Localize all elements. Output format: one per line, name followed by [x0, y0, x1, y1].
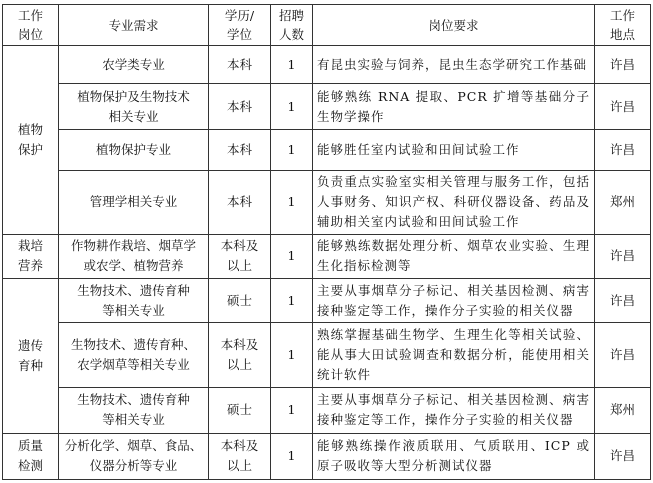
count-cell: 1	[271, 387, 313, 433]
group-plant-protection: 植物 保护	[3, 46, 59, 235]
location-cell: 许昌	[595, 279, 651, 323]
count-cell: 1	[271, 46, 313, 84]
table-row	[3, 84, 651, 130]
header-count: 招聘 人数	[271, 5, 313, 46]
table-row	[3, 130, 651, 170]
table-row	[3, 433, 651, 479]
group-quality-testing: 质量 检测	[3, 433, 59, 479]
table-row	[3, 234, 651, 278]
major-cell: 分析化学、烟草、食品、 仪器分析等专业	[59, 433, 209, 479]
header-requirements: 岗位要求	[313, 5, 595, 46]
education-cell: 本科及 以上	[209, 433, 271, 479]
count-cell: 1	[271, 323, 313, 387]
major-cell: 生物技术、遗传育种、 农学烟草等相关专业	[59, 323, 209, 387]
header-location: 工作 地点	[595, 5, 651, 46]
location-cell: 许昌	[595, 46, 651, 84]
major-cell: 植物保护专业	[59, 130, 209, 170]
education-cell: 硕士	[209, 279, 271, 323]
table-row	[3, 46, 651, 84]
education-cell: 本科	[209, 46, 271, 84]
group-cultivation-nutrition: 栽培 营养	[3, 234, 59, 278]
location-cell: 许昌	[595, 323, 651, 387]
count-cell: 1	[271, 433, 313, 479]
count-cell: 1	[271, 234, 313, 278]
location-cell: 郑州	[595, 387, 651, 433]
count-cell: 1	[271, 170, 313, 234]
requirements-cell: 能够熟练数据处理分析、烟草农业实验、生理生化指标检测等	[313, 234, 595, 278]
table-row	[3, 170, 651, 234]
count-cell: 1	[271, 84, 313, 130]
location-cell: 许昌	[595, 433, 651, 479]
major-cell: 作物耕作栽培、烟草学 或农学、植物营养	[59, 234, 209, 278]
education-cell: 本科	[209, 84, 271, 130]
requirements-cell: 负责重点实验室实相关管理与服务工作，包括人事财务、知识产权、科研仪器设备、药品及辅助相关室内试验和田间试验工作	[313, 170, 595, 234]
requirements-cell: 主要从事烟草分子标记、相关基因检测、病害接种鉴定等工作，操作分子实验的相关仪器	[313, 387, 595, 433]
header-position: 工作 岗位	[3, 5, 59, 46]
education-cell: 硕士	[209, 387, 271, 433]
education-cell: 本科及 以上	[209, 323, 271, 387]
requirements-cell: 能够胜任室内试验和田间试验工作	[313, 130, 595, 170]
requirements-cell: 有昆虫实验与饲养，昆虫生态学研究工作基础	[313, 46, 595, 84]
table-row	[3, 323, 651, 387]
group-genetics-breeding: 遗传 育种	[3, 279, 59, 434]
requirements-cell: 能够熟练 RNA 提取、PCR 扩增等基础分子生物学操作	[313, 84, 595, 130]
count-cell: 1	[271, 130, 313, 170]
major-cell: 植物保护及生物技术 相关专业	[59, 84, 209, 130]
location-cell: 郑州	[595, 170, 651, 234]
header-education: 学历/ 学位	[209, 5, 271, 46]
requirements-cell: 熟练掌握基础生物学、生理生化等相关试验、能从事大田试验调查和数据分析，能使用相关统计软件	[313, 323, 595, 387]
count-cell: 1	[271, 279, 313, 323]
header-row	[3, 5, 651, 46]
table-row	[3, 279, 651, 323]
major-cell: 生物技术、遗传育种 等相关专业	[59, 279, 209, 323]
education-cell: 本科	[209, 170, 271, 234]
major-cell: 农学类专业	[59, 46, 209, 84]
recruitment-table	[2, 4, 651, 480]
requirements-cell: 主要从事烟草分子标记、相关基因检测、病害接种鉴定等工作，操作分子实验的相关仪器	[313, 279, 595, 323]
major-cell: 生物技术、遗传育种 等相关专业	[59, 387, 209, 433]
table-row	[3, 387, 651, 433]
location-cell: 许昌	[595, 84, 651, 130]
major-cell: 管理学相关专业	[59, 170, 209, 234]
header-major: 专业需求	[59, 5, 209, 46]
requirements-cell: 能够熟练操作液质联用、气质联用、ICP 或原子吸收等大型分析测试仪器	[313, 433, 595, 479]
location-cell: 许昌	[595, 130, 651, 170]
education-cell: 本科	[209, 130, 271, 170]
location-cell: 许昌	[595, 234, 651, 278]
education-cell: 本科及 以上	[209, 234, 271, 278]
